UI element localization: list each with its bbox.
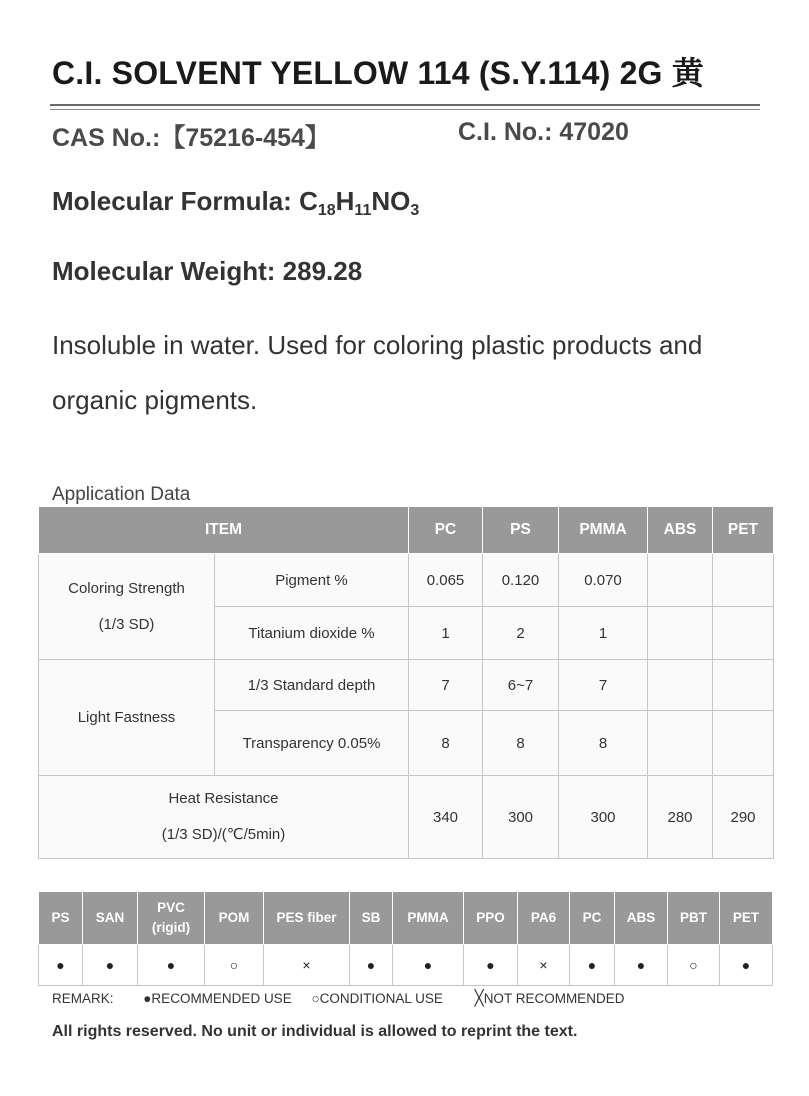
comp-header: PBT bbox=[668, 892, 720, 945]
comp-cell: ● bbox=[83, 945, 138, 986]
comp-cell: ● bbox=[39, 945, 83, 986]
ci-number: C.I. No.: 47020 bbox=[458, 118, 629, 146]
title-divider bbox=[50, 104, 760, 106]
table-cell: 2 bbox=[483, 607, 559, 660]
compatibility-header-row bbox=[39, 892, 773, 945]
comp-header: PS bbox=[39, 892, 83, 945]
comp-header: PET bbox=[720, 892, 773, 945]
comp-cell: ○ bbox=[205, 945, 264, 986]
page-title: C.I. SOLVENT YELLOW 114 (S.Y.114) 2G 黄 bbox=[52, 55, 704, 91]
description: Insoluble in water. Used for coloring plastic products and organic pigments. bbox=[52, 330, 703, 415]
table-cell: 8 bbox=[409, 711, 483, 776]
cas-number: CAS No.:【75216-454】 bbox=[52, 124, 330, 152]
comp-cell: ○ bbox=[668, 945, 720, 986]
cross-icon: ╳ bbox=[474, 990, 484, 1007]
table-row bbox=[39, 776, 774, 859]
light-fastness-group: Light Fastness bbox=[39, 660, 215, 776]
comp-header: SAN bbox=[83, 892, 138, 945]
table-cell: 7 bbox=[409, 660, 483, 711]
legend-conditional: ○CONDITIONAL USE bbox=[311, 991, 443, 1006]
comp-cell: ● bbox=[720, 945, 773, 986]
table-row bbox=[39, 660, 774, 711]
compatibility-value-row bbox=[39, 945, 773, 986]
application-data-label: Application Data bbox=[52, 484, 191, 505]
molecular-weight bbox=[52, 256, 362, 287]
comp-cell: ● bbox=[615, 945, 668, 986]
comp-header: PMMA bbox=[393, 892, 464, 945]
table-cell bbox=[713, 660, 774, 711]
copyright-notice: All rights reserved. No unit or individual is allowed to reprint the text. bbox=[52, 1023, 578, 1040]
table-cell: 7 bbox=[559, 660, 648, 711]
row-label: Pigment % bbox=[215, 554, 409, 607]
formula-value: $C_{18}H_{11}NO_3$ bbox=[299, 186, 420, 219]
comp-cell: ● bbox=[393, 945, 464, 986]
table-cell: 300 bbox=[483, 776, 559, 859]
row-label: Transparency 0.05% bbox=[215, 711, 409, 776]
table-cell: 290 bbox=[713, 776, 774, 859]
remark-legend bbox=[52, 989, 624, 1007]
comp-header: ABS bbox=[615, 892, 668, 945]
molecular-formula bbox=[52, 186, 419, 220]
formula-label: Molecular Formula: bbox=[52, 186, 292, 216]
header-pet: PET bbox=[713, 507, 774, 554]
table-cell bbox=[713, 607, 774, 660]
comp-cell: ● bbox=[464, 945, 518, 986]
comp-header: PES fiber bbox=[264, 892, 350, 945]
application-table bbox=[38, 506, 774, 859]
table-cell: 300 bbox=[559, 776, 648, 859]
comp-header: PPO bbox=[464, 892, 518, 945]
header-abs: ABS bbox=[648, 507, 713, 554]
table-cell bbox=[648, 554, 713, 607]
comp-header: PA6 bbox=[518, 892, 570, 945]
comp-header: SB bbox=[350, 892, 393, 945]
table-cell bbox=[648, 711, 713, 776]
table-cell: 0.120 bbox=[483, 554, 559, 607]
comp-cell: × bbox=[518, 945, 570, 986]
compatibility-table bbox=[38, 892, 773, 986]
comp-cell: ● bbox=[138, 945, 205, 986]
table-cell: 8 bbox=[483, 711, 559, 776]
table-cell: 6~7 bbox=[483, 660, 559, 711]
remark-label: REMARK: bbox=[52, 991, 114, 1006]
table-cell: 0.070 bbox=[559, 554, 648, 607]
row-label: 1/3 Standard depth bbox=[215, 660, 409, 711]
comp-cell: ● bbox=[570, 945, 615, 986]
table-cell: 1 bbox=[559, 607, 648, 660]
table-cell: 0.065 bbox=[409, 554, 483, 607]
table-cell: 1 bbox=[409, 607, 483, 660]
comp-cell: ● bbox=[350, 945, 393, 986]
table-cell: 340 bbox=[409, 776, 483, 859]
header-item: ITEM bbox=[39, 507, 409, 554]
table-cell: 280 bbox=[648, 776, 713, 859]
table-cell: 8 bbox=[559, 711, 648, 776]
comp-header: PC bbox=[570, 892, 615, 945]
title-divider-thin bbox=[50, 109, 760, 110]
comp-header: PVC (rigid) bbox=[138, 892, 205, 945]
weight-value: 289.28 bbox=[282, 256, 363, 286]
legend-recommended: ●RECOMMENDED USE bbox=[143, 991, 292, 1006]
row-label: Titanium dioxide % bbox=[215, 607, 409, 660]
weight-label: Molecular Weight: bbox=[52, 256, 276, 286]
table-header-row bbox=[39, 507, 774, 554]
heat-resistance-label: Heat Resistance (1/3 SD)/(℃/5min) bbox=[39, 776, 409, 859]
header-pc: PC bbox=[409, 507, 483, 554]
table-cell bbox=[713, 554, 774, 607]
table-cell bbox=[648, 660, 713, 711]
legend-not-recommended: NOT RECOMMENDED bbox=[483, 991, 625, 1006]
table-row bbox=[39, 554, 774, 607]
header-pmma: PMMA bbox=[559, 507, 648, 554]
coloring-strength-group: Coloring Strength (1/3 SD) bbox=[39, 554, 215, 660]
header-ps: PS bbox=[483, 507, 559, 554]
comp-cell: × bbox=[264, 945, 350, 986]
table-cell bbox=[648, 607, 713, 660]
table-cell bbox=[713, 711, 774, 776]
comp-header: POM bbox=[205, 892, 264, 945]
